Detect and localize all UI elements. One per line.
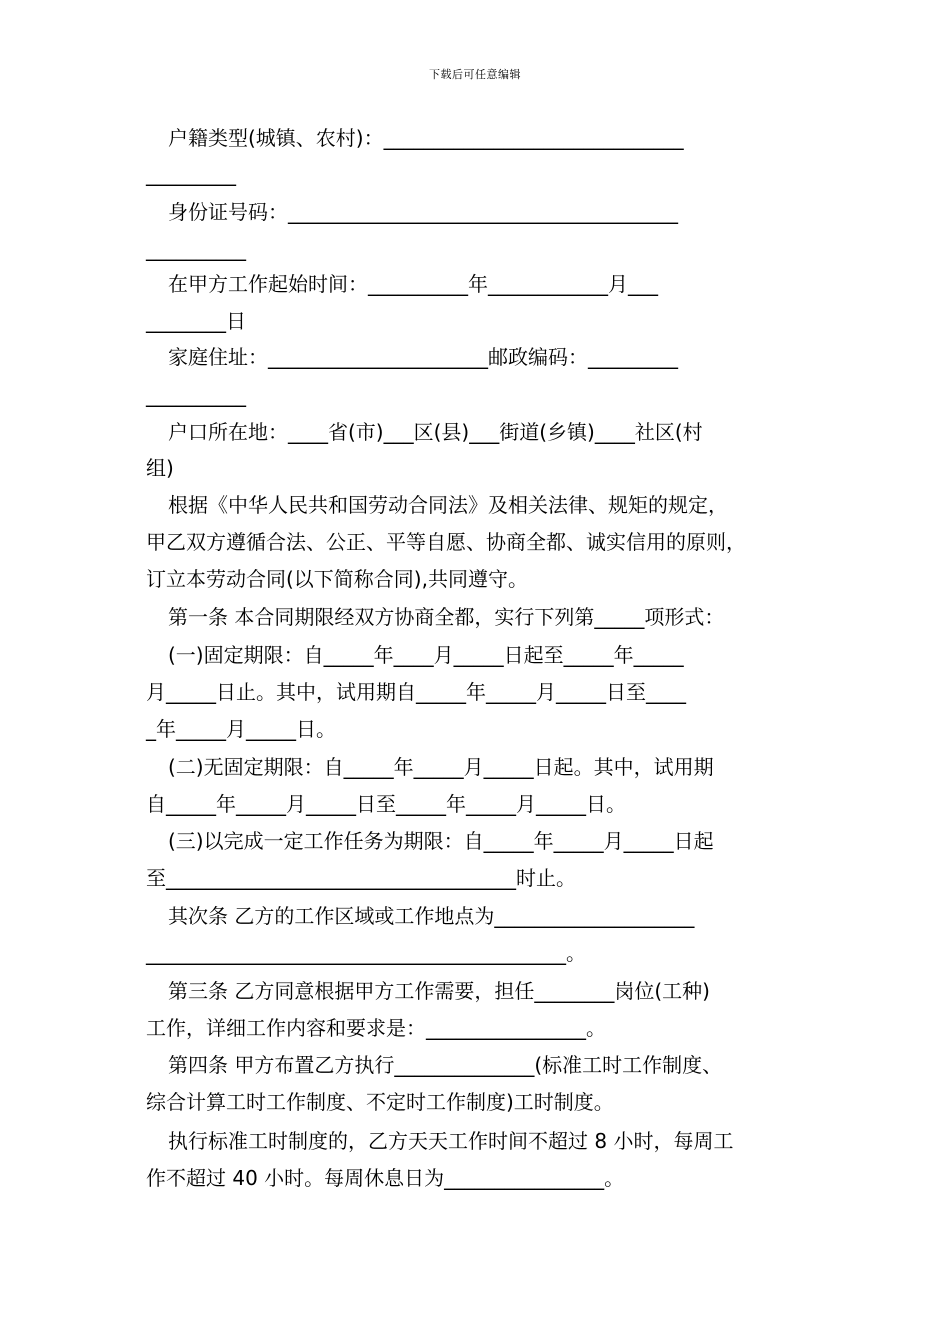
article-2-workplace: 其次条 乙方的工作区域或工作地点为____________________ bbox=[168, 904, 695, 928]
article-3-position: 第三条 乙方同意根据甲方工作需要，担任________岗位(工种) bbox=[168, 979, 710, 1003]
article-1-open-term: (二)无固定期限：自_____年_____月_____日起。其中，试用期 bbox=[168, 755, 714, 779]
field-start-date-cont: ________日 bbox=[146, 309, 246, 333]
field-household-type: 户籍类型(城镇、农村)：______________________________ bbox=[168, 126, 684, 150]
field-home-address: 家庭住址：______________________邮政编码：_________ bbox=[168, 345, 678, 369]
preamble-line-3: 订立本劳动合同(以下简称合同),共同遵守。 bbox=[146, 567, 528, 591]
article-4-standard-hours-cont: 作不超过 40 小时。每周休息日为________________。 bbox=[146, 1166, 625, 1190]
article-1-task-term: (三)以完成一定工作任务为期限：自_____年_____月_____日起 bbox=[168, 829, 714, 853]
article-4-hours-system: 第四条 甲方布置乙方执行______________(标准工时工作制度、 bbox=[168, 1053, 723, 1077]
preamble-line-1: 根据《中华人民共和国劳动合同法》及相关法律、规矩的规定， bbox=[168, 493, 728, 517]
article-1-task-term-cont: 至___________________________________时止。 bbox=[146, 866, 576, 890]
preamble-line-2: 甲乙双方遵循合法、公正、平等自愿、协商全都、诚实信用的原则， bbox=[146, 530, 746, 554]
article-1-fixed-term-cont: 月_____日止。其中，试用期自_____年_____月_____日至____ bbox=[146, 680, 686, 704]
article-2-workplace-cont: __________________________________________。 bbox=[146, 941, 586, 965]
article-1-fixed-term-end: _年_____月_____日。 bbox=[146, 717, 336, 741]
field-id-number: 身份证号码：_______________________________________ bbox=[168, 200, 678, 224]
field-home-address-cont: __________ bbox=[146, 383, 246, 407]
page-header: 下载后可任意编辑 bbox=[429, 68, 521, 81]
article-4-hours-system-cont: 综合计算工时工作制度、不定时工作制度)工时制度。 bbox=[146, 1090, 614, 1114]
field-registered-residence-cont: 组) bbox=[146, 456, 174, 480]
field-household-type-cont: _________ bbox=[146, 162, 236, 186]
field-id-number-cont: __________ bbox=[146, 237, 246, 261]
field-registered-residence: 户口所在地：____省(市)___区(县)___街道(乡镇)____社区(村 bbox=[168, 420, 703, 444]
article-1-title: 第一条 本合同期限经双方协商全都，实行下列第_____项形式： bbox=[168, 605, 725, 629]
field-start-date: 在甲方工作起始时间：__________年____________月___ bbox=[168, 272, 658, 296]
article-4-standard-hours: 执行标准工时制度的，乙方天天工作时间不超过 8 小时，每周工 bbox=[168, 1129, 734, 1153]
article-3-position-cont: 工作，详细工作内容和要求是：________________。 bbox=[146, 1016, 606, 1040]
article-1-open-term-cont: 自_____年_____月_____日至_____年_____月_____日。 bbox=[146, 792, 626, 816]
article-1-fixed-term: (一)固定期限：自_____年____月_____日起至_____年_____ bbox=[168, 643, 684, 667]
